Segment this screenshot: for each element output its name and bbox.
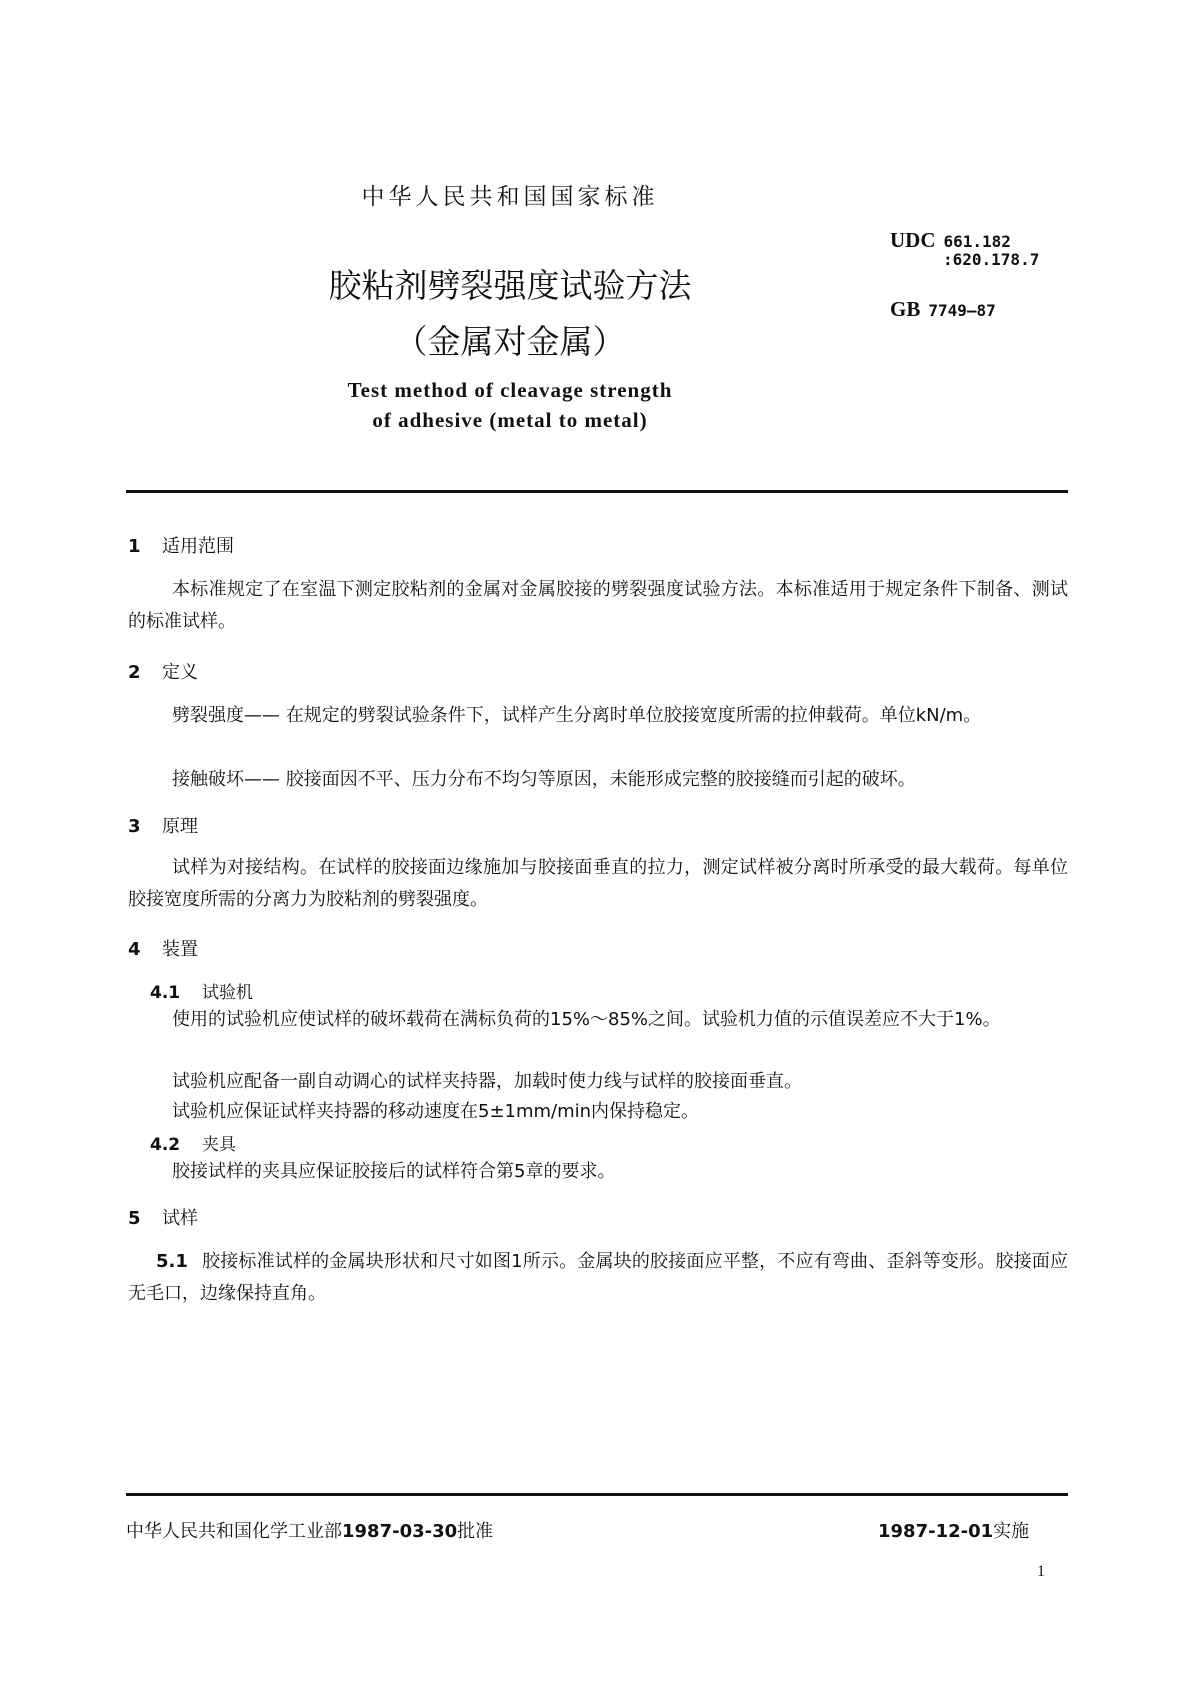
section-title: 试样 [162, 1208, 198, 1229]
page-number: 1 [1037, 1563, 1045, 1580]
subsection-title: 夹具 [202, 1135, 236, 1155]
section-4-heading [128, 935, 198, 961]
national-standard-heading: 中华人民共和国国家标准 [361, 184, 659, 210]
section-number: 2 [128, 662, 141, 683]
subsection-number: 4.1 [150, 983, 181, 1003]
subsection-text: 胶接标准试样的金属块形状和尺寸如图1所示。金属块的胶接面应平整，不应有弯曲、歪斜等变形。胶接面应无毛口，边缘保持直角。 [128, 1251, 1068, 1304]
section-title: 适用范围 [162, 536, 234, 557]
subsection-4-1-heading [150, 978, 253, 1003]
approval-date: 1987-03-30 [342, 1521, 458, 1542]
subsection-number: 5.1 [156, 1251, 188, 1272]
english-title-line2: of adhesive (metal to metal) [372, 408, 648, 432]
section-number: 4 [128, 939, 141, 960]
udc-code-line2: :620.178.7 [943, 250, 1040, 269]
section-number: 3 [128, 816, 141, 837]
section-3-paragraph: 试样为对接结构。在试样的胶接面边缘施加与胶接面垂直的拉力，测定试样被分离时所承受的最大载荷。每单位胶接宽度所需的分离力为胶粘剂的劈裂强度。 [128, 857, 1068, 910]
subsection-5-1-paragraph [128, 1246, 1068, 1310]
section-1-paragraph: 本标准规定了在室温下测定胶粘剂的金属对金属胶接的劈裂强度试验方法。本标准适用于规定条件下制备、测试的标准试样。 [128, 579, 1068, 632]
implementation-suffix: 实施 [993, 1521, 1030, 1542]
section-2-heading [128, 658, 198, 684]
subsection-4-1-paragraph-1: 使用的试验机应使试样的破坏载荷在满标负荷的15%～85%之间。试验机力值的示值误差应不大于1%。 [172, 1009, 1001, 1030]
udc-code-line1: 661.182 [943, 232, 1011, 251]
section-title: 装置 [162, 939, 198, 960]
section-title: 定义 [162, 662, 198, 683]
section-1-heading [128, 532, 234, 558]
gb-label: GB [890, 297, 921, 321]
implementation-date: 1987-12-01 [878, 1521, 994, 1542]
gb-code: 7749—87 [928, 301, 996, 320]
section-number: 1 [128, 536, 141, 557]
subsection-number: 4.2 [150, 1135, 181, 1155]
approval-line [126, 1517, 493, 1543]
subsection-4-2-paragraph: 胶接试样的夹具应保证胶接后的试样符合第5章的要求。 [172, 1161, 616, 1182]
document-subtitle: （金属对金属） [394, 322, 626, 361]
subsection-4-2-heading [150, 1130, 236, 1155]
document-title: 胶粘剂劈裂强度试验方法 [328, 266, 692, 305]
udc-label: UDC [890, 228, 936, 252]
section-title: 原理 [162, 816, 198, 837]
header-divider [126, 490, 1068, 493]
english-title-line1: Test method of cleavage strength [347, 378, 673, 402]
subsection-4-1-paragraph-2: 试验机应配备一副自动调心的试样夹持器，加载时使力线与试样的胶接面垂直。 [172, 1071, 802, 1092]
definition-contact-failure: 接触破坏—— 胶接面因不平、压力分布不均匀等原因，未能形成完整的胶接缝而引起的破坏。 [172, 769, 916, 790]
approval-suffix: 批准 [457, 1521, 494, 1542]
section-3-heading [128, 812, 198, 838]
subsection-4-1-paragraph-3: 试验机应保证试样夹持器的移动速度在5±1mm/min内保持稳定。 [172, 1101, 700, 1122]
section-number: 5 [128, 1208, 141, 1229]
section-5-heading [128, 1204, 198, 1230]
approval-authority: 中华人民共和国化学工业部 [126, 1521, 342, 1542]
footer-divider [126, 1493, 1068, 1496]
implementation-line [878, 1517, 1029, 1543]
definition-cleavage-strength: 劈裂强度—— 在规定的劈裂试验条件下，试样产生分离时单位胶接宽度所需的拉伸载荷。单位kN/m。 [172, 705, 982, 726]
subsection-title: 试验机 [202, 983, 253, 1003]
